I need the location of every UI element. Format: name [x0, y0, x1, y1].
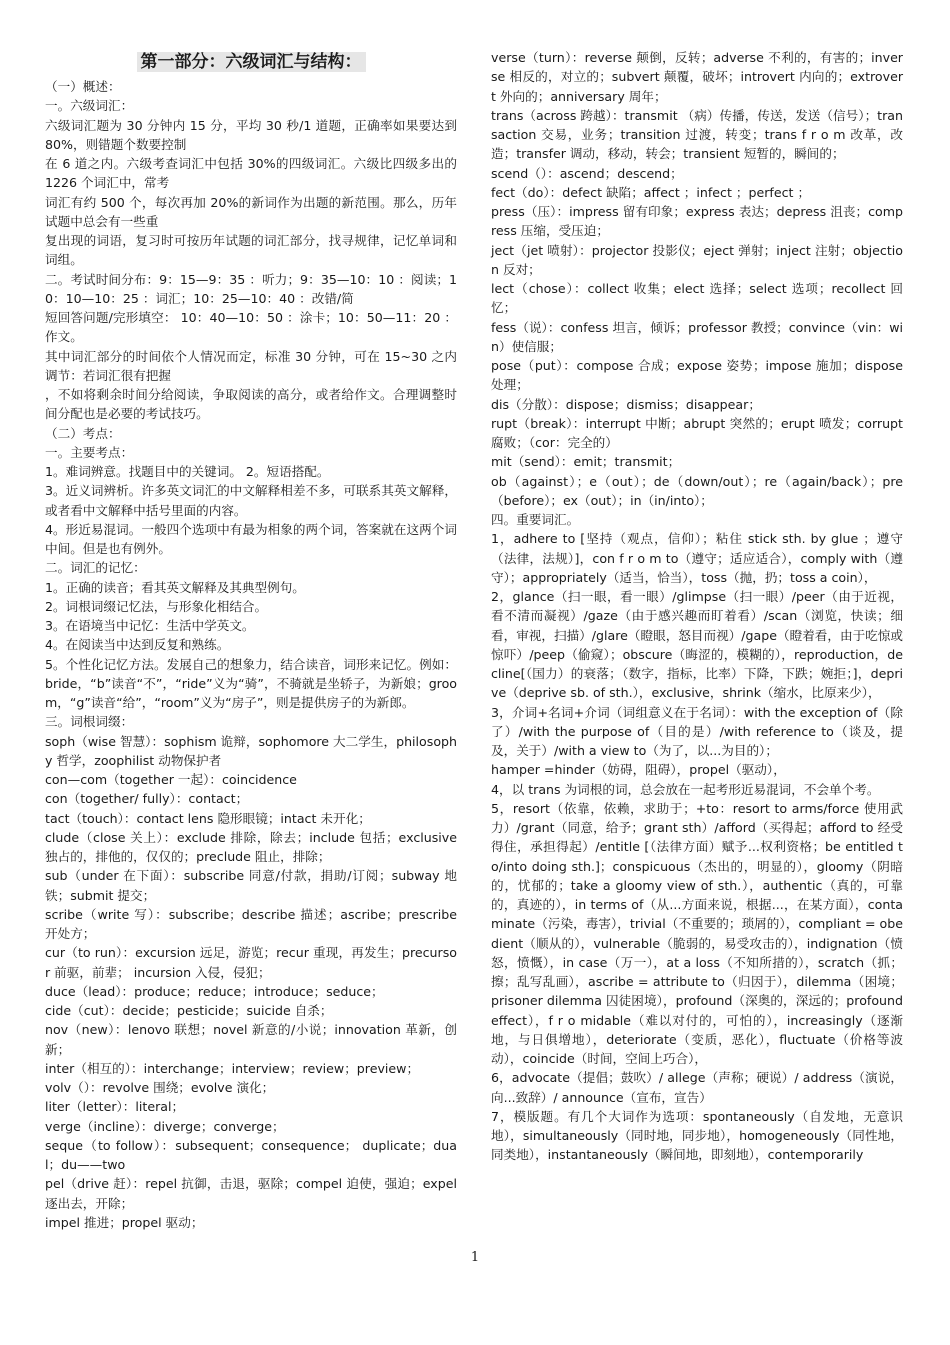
root-entry: liter（letter）：literal；	[45, 1099, 185, 1115]
root-entry: ob（against）；e（out）；de（down/out）；re（again/back）；pre（before）；ex（out）；in（in/into）；	[491, 473, 903, 508]
root-entry: cide（cut）：decide；pesticide；suicide 自杀；	[45, 1003, 333, 1018]
root-entry: lect（chose）：collect 收集；elect 选择；select 选项；recollect 回忆；	[491, 281, 903, 316]
root-entry: scend（）：ascend；descend；	[491, 165, 683, 181]
root-entry: pel（drive 赶）：repel 抗御，击退，驱除；compel 迫使，强迫；expel 逐出去，开除；	[45, 1176, 457, 1211]
section-heading: 四。重要词汇。	[491, 512, 580, 527]
page-title-text: 第一部分：六级词汇与结构：	[137, 52, 366, 72]
root-entry: soph（wise 智慧）：sophism 诡辩，sophomore 大二学生，philosophy 哲学，zoophilist 动物保护者	[45, 733, 457, 768]
list-item: 1。难词辨意。找题目中的关键词。 2。短语搭配。	[45, 464, 330, 479]
list-item: 4。在阅读当中达到反复和熟练。	[45, 637, 230, 653]
root-entry: trans（across 跨越）：transmit （病）传播，传送，发送（信号）；transaction 交易，业务；transition 过渡，转变；trans f r o m 改革，改造；transfer 调动，移动，转会；transient 短暂的，瞬间的；	[491, 107, 903, 162]
vocab-item: 7，模版题。有几个大词作为选项：spontaneously（自发地，无意识地），simultaneously（同时地，同步地），homogeneously（同性地，同类地），instantaneously（瞬间地，即刻地），contemporarily	[491, 1108, 903, 1163]
list-item: 1。正确的读音；看其英文解释及其典型例句。	[45, 579, 305, 595]
paragraph: 在 6 道之内。六级考查词汇中包括 30%的四级词汇。六级比四级多出的 1226 个词汇中，常考	[45, 156, 457, 191]
list-item: 4。形近易混词。一般四个选项中有最为相象的两个词，答案就在这两个词中间。但是也有例外。	[45, 521, 457, 556]
root-entry: volv（）：revolve 围绕；evolve 演化；	[45, 1080, 275, 1095]
paragraph: 词汇有约 500 个，每次再加 20%的新词作为出题的新范围。那么，历年试题中总会有一些重	[45, 194, 457, 229]
right-column	[491, 48, 903, 1165]
paragraph: 其中词汇部分的时间依个人情况而定，标准 30 分钟，可在 15~30 之内调节：若词汇很有把握	[45, 348, 457, 383]
vocab-item: 2，glance（扫一眼，看一眼）/glimpse（扫一眼）/peer（由于近视，看不清而凝视）/gaze（由于感兴趣而盯着看）/scan（浏览，快读；细看，审视，扫描）/glare（瞪眼，怒目而视）/gape（瞪着看，由于吃惊或惊吓）/peep（偷窥）；obscure（晦涩的，模糊的），reproduction，decline[（国力）的衰落；（数字，指标，比率）下降，下跌；婉拒；]，deprive（deprive sb. of sth.），exclusive，shrink（缩水，比原来少），	[491, 589, 903, 701]
page-title	[45, 48, 457, 76]
root-entry: inter（相互的）：interchange；interview；review；preview；	[45, 1060, 420, 1076]
paragraph: 二。考试时间分布：9：15—9：35 ：听力；9：35—10：10 ：阅读；10：10—10：25 ：词汇；10：25—10：40 ：改错/简	[45, 271, 457, 306]
root-entry: con（together/ fully）：contact；	[45, 791, 249, 807]
root-entry: cur（to run）：excursion 远足，游览；recur 重现，再发生；precursor 前驱，前辈； incursion 入侵，侵犯；	[45, 945, 457, 980]
vocab-item: 4，以 trans 为词根的词，总会放在一起考形近易混词，不会单个考。	[491, 781, 880, 797]
section-heading: （二）考点：	[45, 425, 121, 441]
vocab-item: hamper =hinder（妨碍，阻碍），propel（驱动），	[491, 762, 786, 778]
page-number: 1	[470, 1250, 480, 1265]
root-entry: press（压）：impress 留有印象；express 表达；depress 沮丧；compress 压缩，受压迫；	[491, 204, 903, 239]
root-entry: verge（incline）：diverge；converge；	[45, 1118, 285, 1134]
vocab-item: 1，adhere to [坚持（观点，信仰）；粘住 stick sth. by glue ；遵守（法律，法规）]，con f r o m to（遵守；适应适合），comply with（遵守）；appropriately（适当，恰当），toss（抛，扔；toss a coin），	[491, 531, 903, 585]
root-entry: verse（turn）：reverse 颠倒，反转；adverse 不利的，有害的；inverse 相反的，对立的；subvert 颠覆，破坏；introvert 内向的；extrovert 外向的；anniversary 周年；	[491, 50, 903, 104]
root-entry: clude（close 关上）：exclude 排除，除去；include 包括；exclusive 独占的，排他的，仅仅的；preclude 阻止，排除；	[45, 829, 457, 864]
paragraph: （一）概述：	[45, 79, 121, 94]
list-item: 2。词根词缀记忆法，与形象化相结合。	[45, 598, 268, 614]
left-column	[45, 48, 457, 1232]
root-entry: impel 推进；propel 驱动；	[45, 1214, 204, 1230]
list-item: 3。在语境当中记忆：生活中学英文。	[45, 618, 255, 633]
root-entry: sub（under 在下面）：subscribe 同意/付款，捐助/订阅；subway 地铁；submit 提交；	[45, 868, 457, 903]
root-entry: duce（lead）：produce；reduce；introduce；seduce；	[45, 983, 384, 999]
root-entry: rupt（break）：interrupt 中断；abrupt 突然的；erupt 喷发；corrupt 腐败；（cor：完全的）	[491, 415, 903, 450]
root-entry: dis（分散）：dispose；dismiss；disappear；	[491, 396, 761, 412]
paragraph: 六级词汇题为 30 分钟内 15 分，平均 30 秒/1 道题，正确率如果要达到 80%，则错题个数要控制	[45, 117, 457, 152]
list-item: 5。个性化记忆方法。发展自己的想象力，结合读音，词形来记忆。例如：bride，“b”读音“不”，“ride”义为“骑”，不骑就是坐轿子，为新娘；groom，“g”读音“给”，“room”义为“房子”，则是提供房子的为新郎。	[45, 656, 457, 710]
vocab-item: 5，resort（依靠，依赖，求助于；+to：resort to arms/force 使用武力）/grant（同意，给予；grant sth）/afford（买得起；afford to 经受得住，承担得起）/entitle [（法律方面）赋予...权利资格；be entitled to/into doing sth.]；conspicuous（杰出的，明显的），gloomy（阴暗的，忧郁的；take a gloomy view of sth.），authentic（真的，可靠的，真迹的），in terms of（从...方面来说，根据...，在某方面），contaminate（污染，毒害），trivial（不重要的；琐屑的），compliant = obedient（顺从的），vulnerable（脆弱的，易受攻击的），indignation（愤怒，愤慨），in case（万一），at a loss（不知所措的），scratch（抓；擦；乱写乱画），ascribe = attribute to（归因于），dilemma（困境；prisoner dilemma 囚徒困境），profound（深奥的，深远的；profound effect），f r o midable（难以对付的，可怕的），increasingly（逐渐地，与日俱增地），deteriorate（变质，恶化），fluctuate（价格等波动），coincide（时间，空间上巧合），	[491, 800, 903, 1066]
paragraph: 复出现的词语，复习时可按历年试题的词汇部分，找寻规律，记忆单词和词组。	[45, 233, 457, 268]
list-item: 3。近义词辨析。许多英文词汇的中文解释相差不多，可联系其英文解释，或者看中文解释中括号里面的内容。	[45, 483, 457, 518]
paragraph: ，不如将剩余时间分给阅读，争取阅读的高分，或者给作文。合理调整时间分配也是必要的考试技巧。	[45, 387, 457, 422]
root-entry: mit（send）：emit；transmit；	[491, 454, 681, 470]
root-entry: fess（说）：confess 坦言，倾诉；professor 教授；convince（vin：win）使信服；	[491, 319, 903, 354]
root-entry: seque（to follow）：subsequent；consequence； duplicate；dual；du——two	[45, 1137, 457, 1172]
section-heading: 一。主要考点：	[45, 444, 134, 460]
paragraph: 短回答问题/完形填空： 10：40—10：50 ：涂卡；10：50—11：20 ：作文。	[45, 310, 457, 345]
root-entry: ject（jet 喷射）：projector 投影仪；eject 弹射；inject 注射；objection 反对；	[491, 242, 903, 277]
paragraph: 一。六级词汇：	[45, 98, 134, 114]
root-entry: tact（touch）：contact lens 隐形眼镜；intact 未开化；	[45, 810, 371, 826]
root-entry: scribe（write 写）：subscribe；describe 描述；ascribe；prescribe 开处方；	[45, 906, 457, 941]
section-heading: 三。词根词缀：	[45, 714, 134, 730]
section-heading: 二。词汇的记忆：	[45, 560, 146, 576]
root-entry: fect（do）：defect 缺陷；affect ；infect ；perfect ；	[491, 184, 811, 200]
root-entry: pose（put）：compose 合成；expose 姿势；impose 施加；dispose 处理；	[491, 358, 903, 393]
root-entry: nov（new）：lenovo 联想；novel 新意的/小说；innovation 革新，创新；	[45, 1022, 457, 1057]
root-entry: con—com（together 一起）：coincidence	[45, 772, 297, 787]
vocab-item: 3，介词+名词+介词（词组意义在于名词）：with the exception of（除了）/with the purpose of（目的是）/with reference to（谈及，提及，关于）/with a view to（为了，以...为目的）；	[491, 704, 903, 758]
vocab-item: 6，advocate（提倡；鼓吹）/ allege（声称；硬说）/ address（演说，向...致辞）/ announce（宣布，宣告）	[491, 1070, 903, 1105]
